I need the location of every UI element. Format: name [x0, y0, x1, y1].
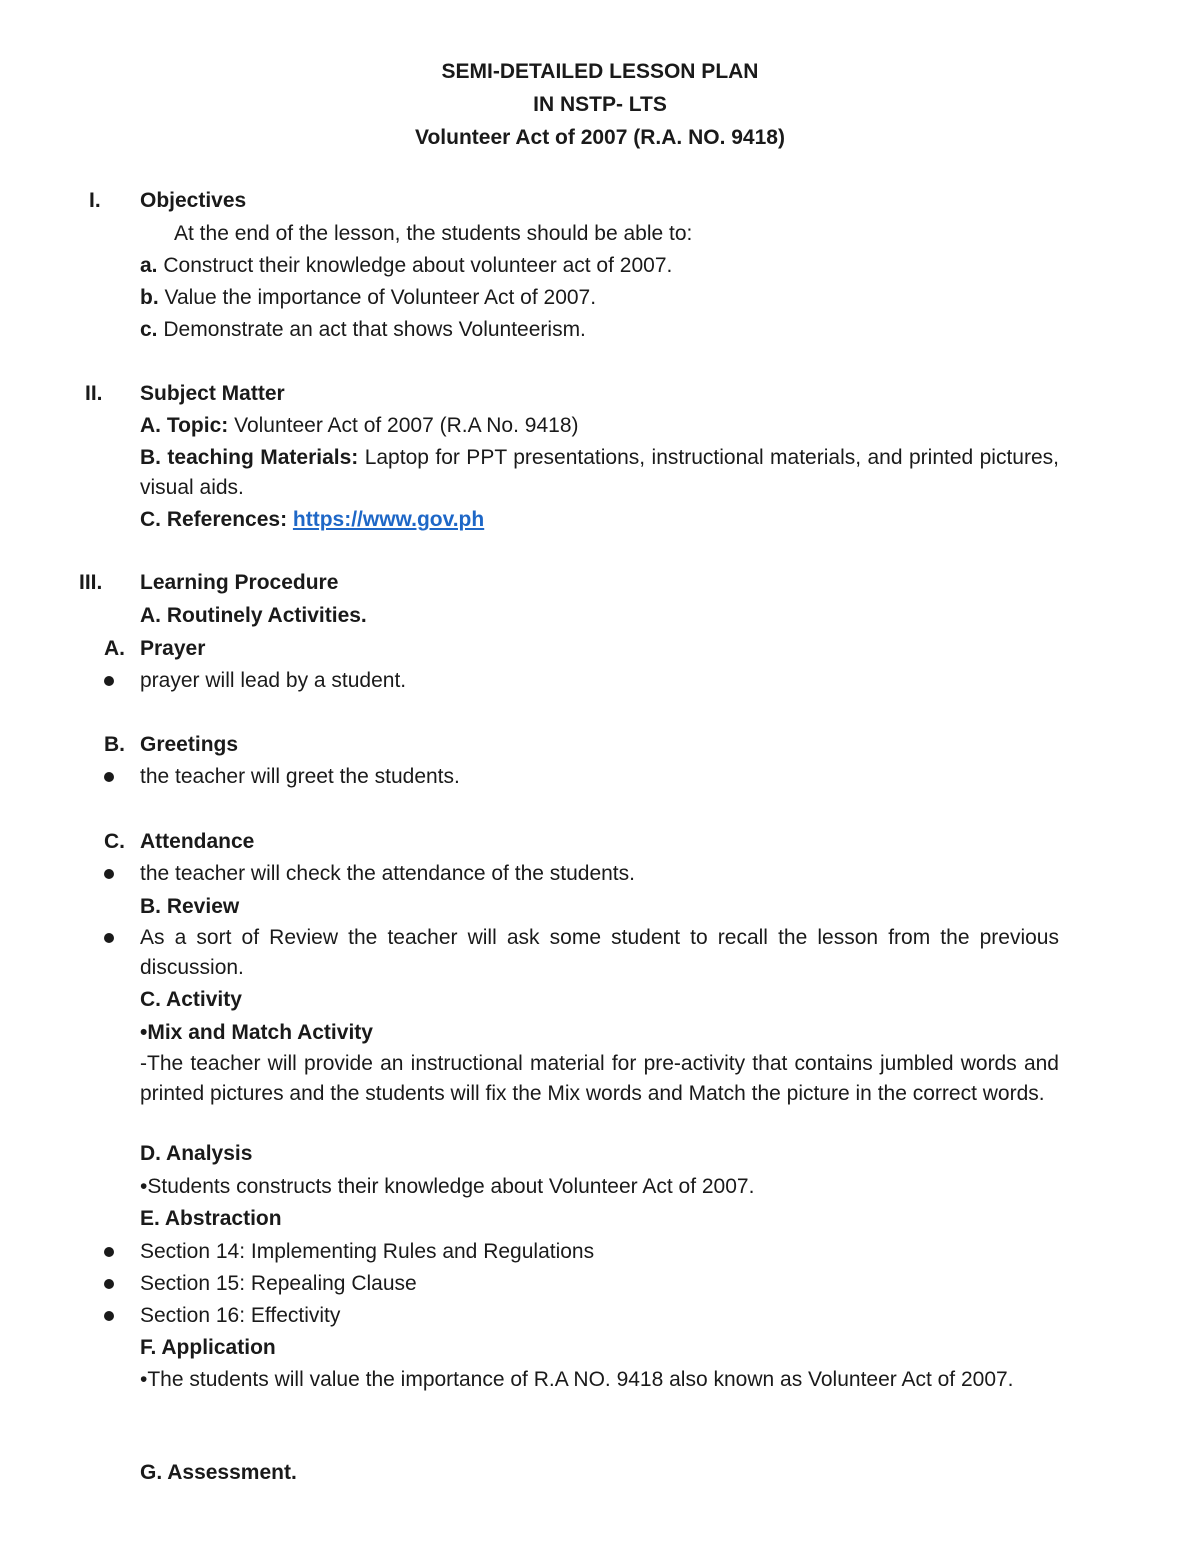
routine-activities-heading: A. Routinely Activities. [140, 604, 367, 627]
objective-letter: b. [140, 286, 159, 309]
assessment-heading: G. Assessment. [140, 1461, 297, 1484]
abstraction-item: Section 14: Implementing Rules and Regulations [140, 1240, 595, 1263]
section-numeral-learning-procedure: III. [79, 571, 103, 594]
application-heading: F. Application [140, 1336, 276, 1359]
topic-label: A. Topic: [140, 414, 229, 437]
review-heading: B. Review [140, 895, 240, 918]
prayer-heading: Prayer [140, 637, 206, 660]
objective-item-c [140, 317, 586, 343]
attendance-heading: Attendance [140, 830, 255, 853]
attendance-letter: C. [104, 830, 125, 853]
references-line [140, 507, 484, 533]
objective-letter: c. [140, 318, 158, 341]
section-numeral-subject-matter: II. [85, 382, 103, 405]
greetings-heading: Greetings [140, 733, 239, 756]
greetings-bullet-text: the teacher will greet the students. [140, 765, 460, 788]
section-heading-objectives: Objectives [140, 189, 247, 212]
references-label: C. References: [140, 508, 288, 531]
materials-paragraph [140, 443, 1059, 503]
materials-value: Laptop for PPT presentations, instructional materials, and printed pictures, visual aids. [140, 446, 1059, 499]
prayer-letter: A. [104, 637, 125, 660]
abstraction-heading: E. Abstraction [140, 1207, 282, 1230]
objectives-intro: At the end of the lesson, the students should be able to: [174, 222, 693, 245]
section-numeral-objectives: I. [89, 189, 101, 212]
objective-item-b [140, 285, 596, 311]
attendance-bullet-text: the teacher will check the attendance of the students. [140, 862, 635, 885]
objective-item-a [140, 253, 672, 279]
activity-heading: C. Activity [140, 988, 242, 1011]
abstraction-item: Section 15: Repealing Clause [140, 1272, 417, 1295]
bullet-icon [104, 1279, 114, 1289]
objective-text: Demonstrate an act that shows Volunteerism. [157, 318, 586, 341]
title-line-1: SEMI-DETAILED LESSON PLAN [441, 60, 759, 83]
materials-label: B. teaching Materials: [140, 446, 359, 469]
references-link[interactable]: https://www.gov.ph [292, 508, 485, 531]
topic-line [140, 413, 579, 439]
analysis-text: •Students constructs their knowledge about Volunteer Act of 2007. [140, 1175, 755, 1198]
review-bullet-text: As a sort of Review the teacher will ask some student to recall the lesson from the previous discussion. [140, 926, 1059, 979]
prayer-bullet-text: prayer will lead by a student. [140, 669, 407, 692]
title-line-3: Volunteer Act of 2007 (R.A. NO. 9418) [415, 126, 785, 149]
bullet-icon [104, 933, 114, 943]
activity-text: -The teacher will provide an instructional material for pre-activity that contains jumbled words and printed pictures and the students will fix the Mix words and Match the picture in the correct words. [140, 1052, 1059, 1105]
bullet-icon [104, 869, 114, 879]
section-heading-learning-procedure: Learning Procedure [140, 571, 339, 594]
title-line-2: IN NSTP- LTS [533, 93, 667, 116]
objective-letter: a. [140, 254, 158, 277]
bullet-icon [104, 1247, 114, 1257]
section-heading-subject-matter: Subject Matter [140, 382, 285, 405]
objective-text: Value the importance of Volunteer Act of 2007. [158, 286, 597, 309]
application-text: •The students will value the importance of R.A NO. 9418 also known as Volunteer Act of 2007. [140, 1368, 1014, 1391]
abstraction-item: Section 16: Effectivity [140, 1304, 341, 1327]
objective-text: Construct their knowledge about volunteer act of 2007. [157, 254, 673, 277]
bullet-icon [104, 1311, 114, 1321]
activity-subheading: •Mix and Match Activity [140, 1021, 373, 1044]
analysis-heading: D. Analysis [140, 1142, 253, 1165]
greetings-letter: B. [104, 733, 125, 756]
bullet-icon [104, 676, 114, 686]
topic-value: Volunteer Act of 2007 (R.A No. 9418) [228, 414, 579, 437]
bullet-icon [104, 772, 114, 782]
